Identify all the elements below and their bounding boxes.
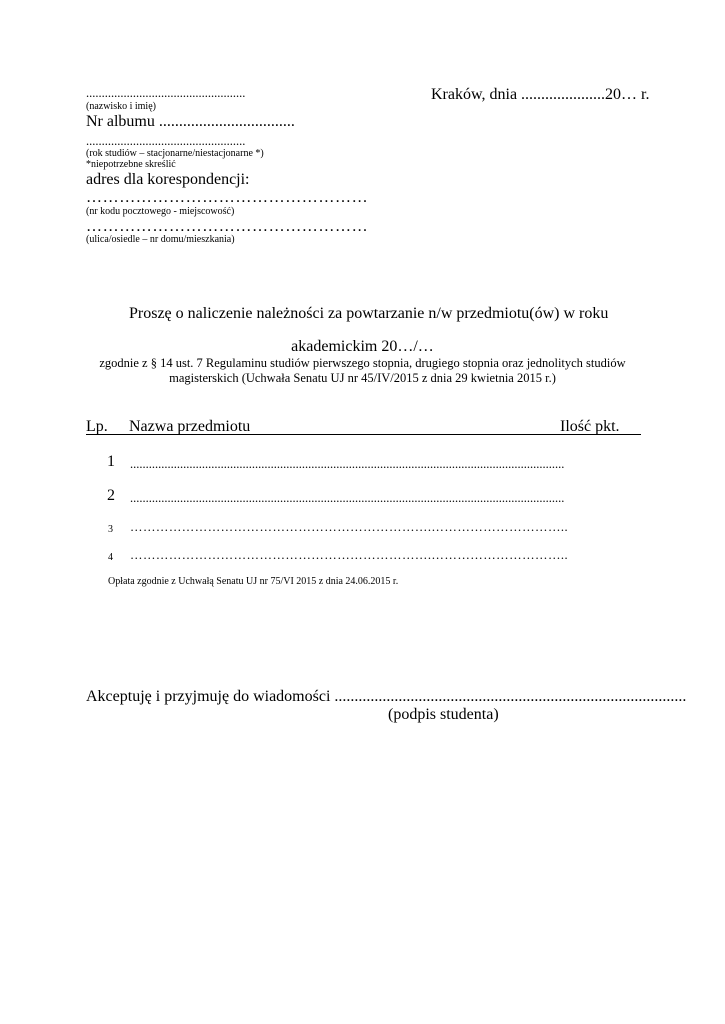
acceptance-signature-field[interactable]: Akceptuję i przyjmuję do wiadomości ........................................................................................ xyxy=(86,688,687,705)
name-field-dots[interactable]: ................................................... xyxy=(86,86,246,100)
footnote-strike: *niepotrzebne skreślić xyxy=(86,159,176,170)
legal-basis-line-1: zgodnie z § 14 ust. 7 Regulaminu studiów pierwszego stopnia, drugiego stopnia oraz jednolitych studiów xyxy=(99,356,626,370)
row-dots-1[interactable]: ........................................................................................................................................... xyxy=(130,457,565,471)
row-number-4: 4 xyxy=(108,552,113,563)
address-line-street[interactable]: …………………………………………… xyxy=(86,218,369,235)
address-caption-street: (ulica/osiedle – nr domu/mieszkania) xyxy=(86,234,235,245)
column-subject-name: Nazwa przedmiotu xyxy=(129,418,251,435)
signature-caption: (podpis studenta) xyxy=(388,706,499,723)
row-dots-4[interactable]: …………………………………………………………….………………………….. xyxy=(130,548,569,562)
fee-note: Opłata zgodnie z Uchwałą Senatu UJ nr 75/VI 2015 z dnia 24.06.2015 r. xyxy=(108,576,399,587)
row-dots-2[interactable]: ........................................................................................................................................... xyxy=(130,491,565,505)
table-header-rule xyxy=(86,434,641,435)
request-line-2[interactable]: akademickim 20…/… xyxy=(291,338,434,355)
address-line-postal[interactable]: …………………………………………… xyxy=(86,189,369,206)
place-date-field[interactable]: Kraków, dnia .....................20… r. xyxy=(431,86,650,103)
row-number-2: 2 xyxy=(107,487,115,504)
row-number-1: 1 xyxy=(107,453,115,470)
column-points: Ilość pkt. xyxy=(560,418,620,435)
address-caption-postal: (nr kodu pocztowego - miejscowość) xyxy=(86,206,235,217)
address-label: adres dla korespondencji: xyxy=(86,171,250,188)
legal-basis-line-2: magisterskich (Uchwała Senatu UJ nr 45/IV/2015 z dnia 29 kwietnia 2015 r.) xyxy=(169,371,556,385)
row-number-3: 3 xyxy=(108,524,113,535)
column-lp: Lp. xyxy=(86,418,108,435)
year-caption: (rok studiów – stacjonarne/niestacjonarne *) xyxy=(86,148,264,159)
name-caption: (nazwisko i imię) xyxy=(86,101,156,112)
album-number-field[interactable]: Nr albumu .................................. xyxy=(86,113,295,130)
year-field-dots[interactable]: ................................................... xyxy=(86,134,246,148)
row-dots-3[interactable]: …………………………………………………………….………………………….. xyxy=(130,520,569,534)
request-line-1: Proszę o naliczenie należności za powtarzanie n/w przedmiotu(ów) w roku xyxy=(129,305,609,322)
